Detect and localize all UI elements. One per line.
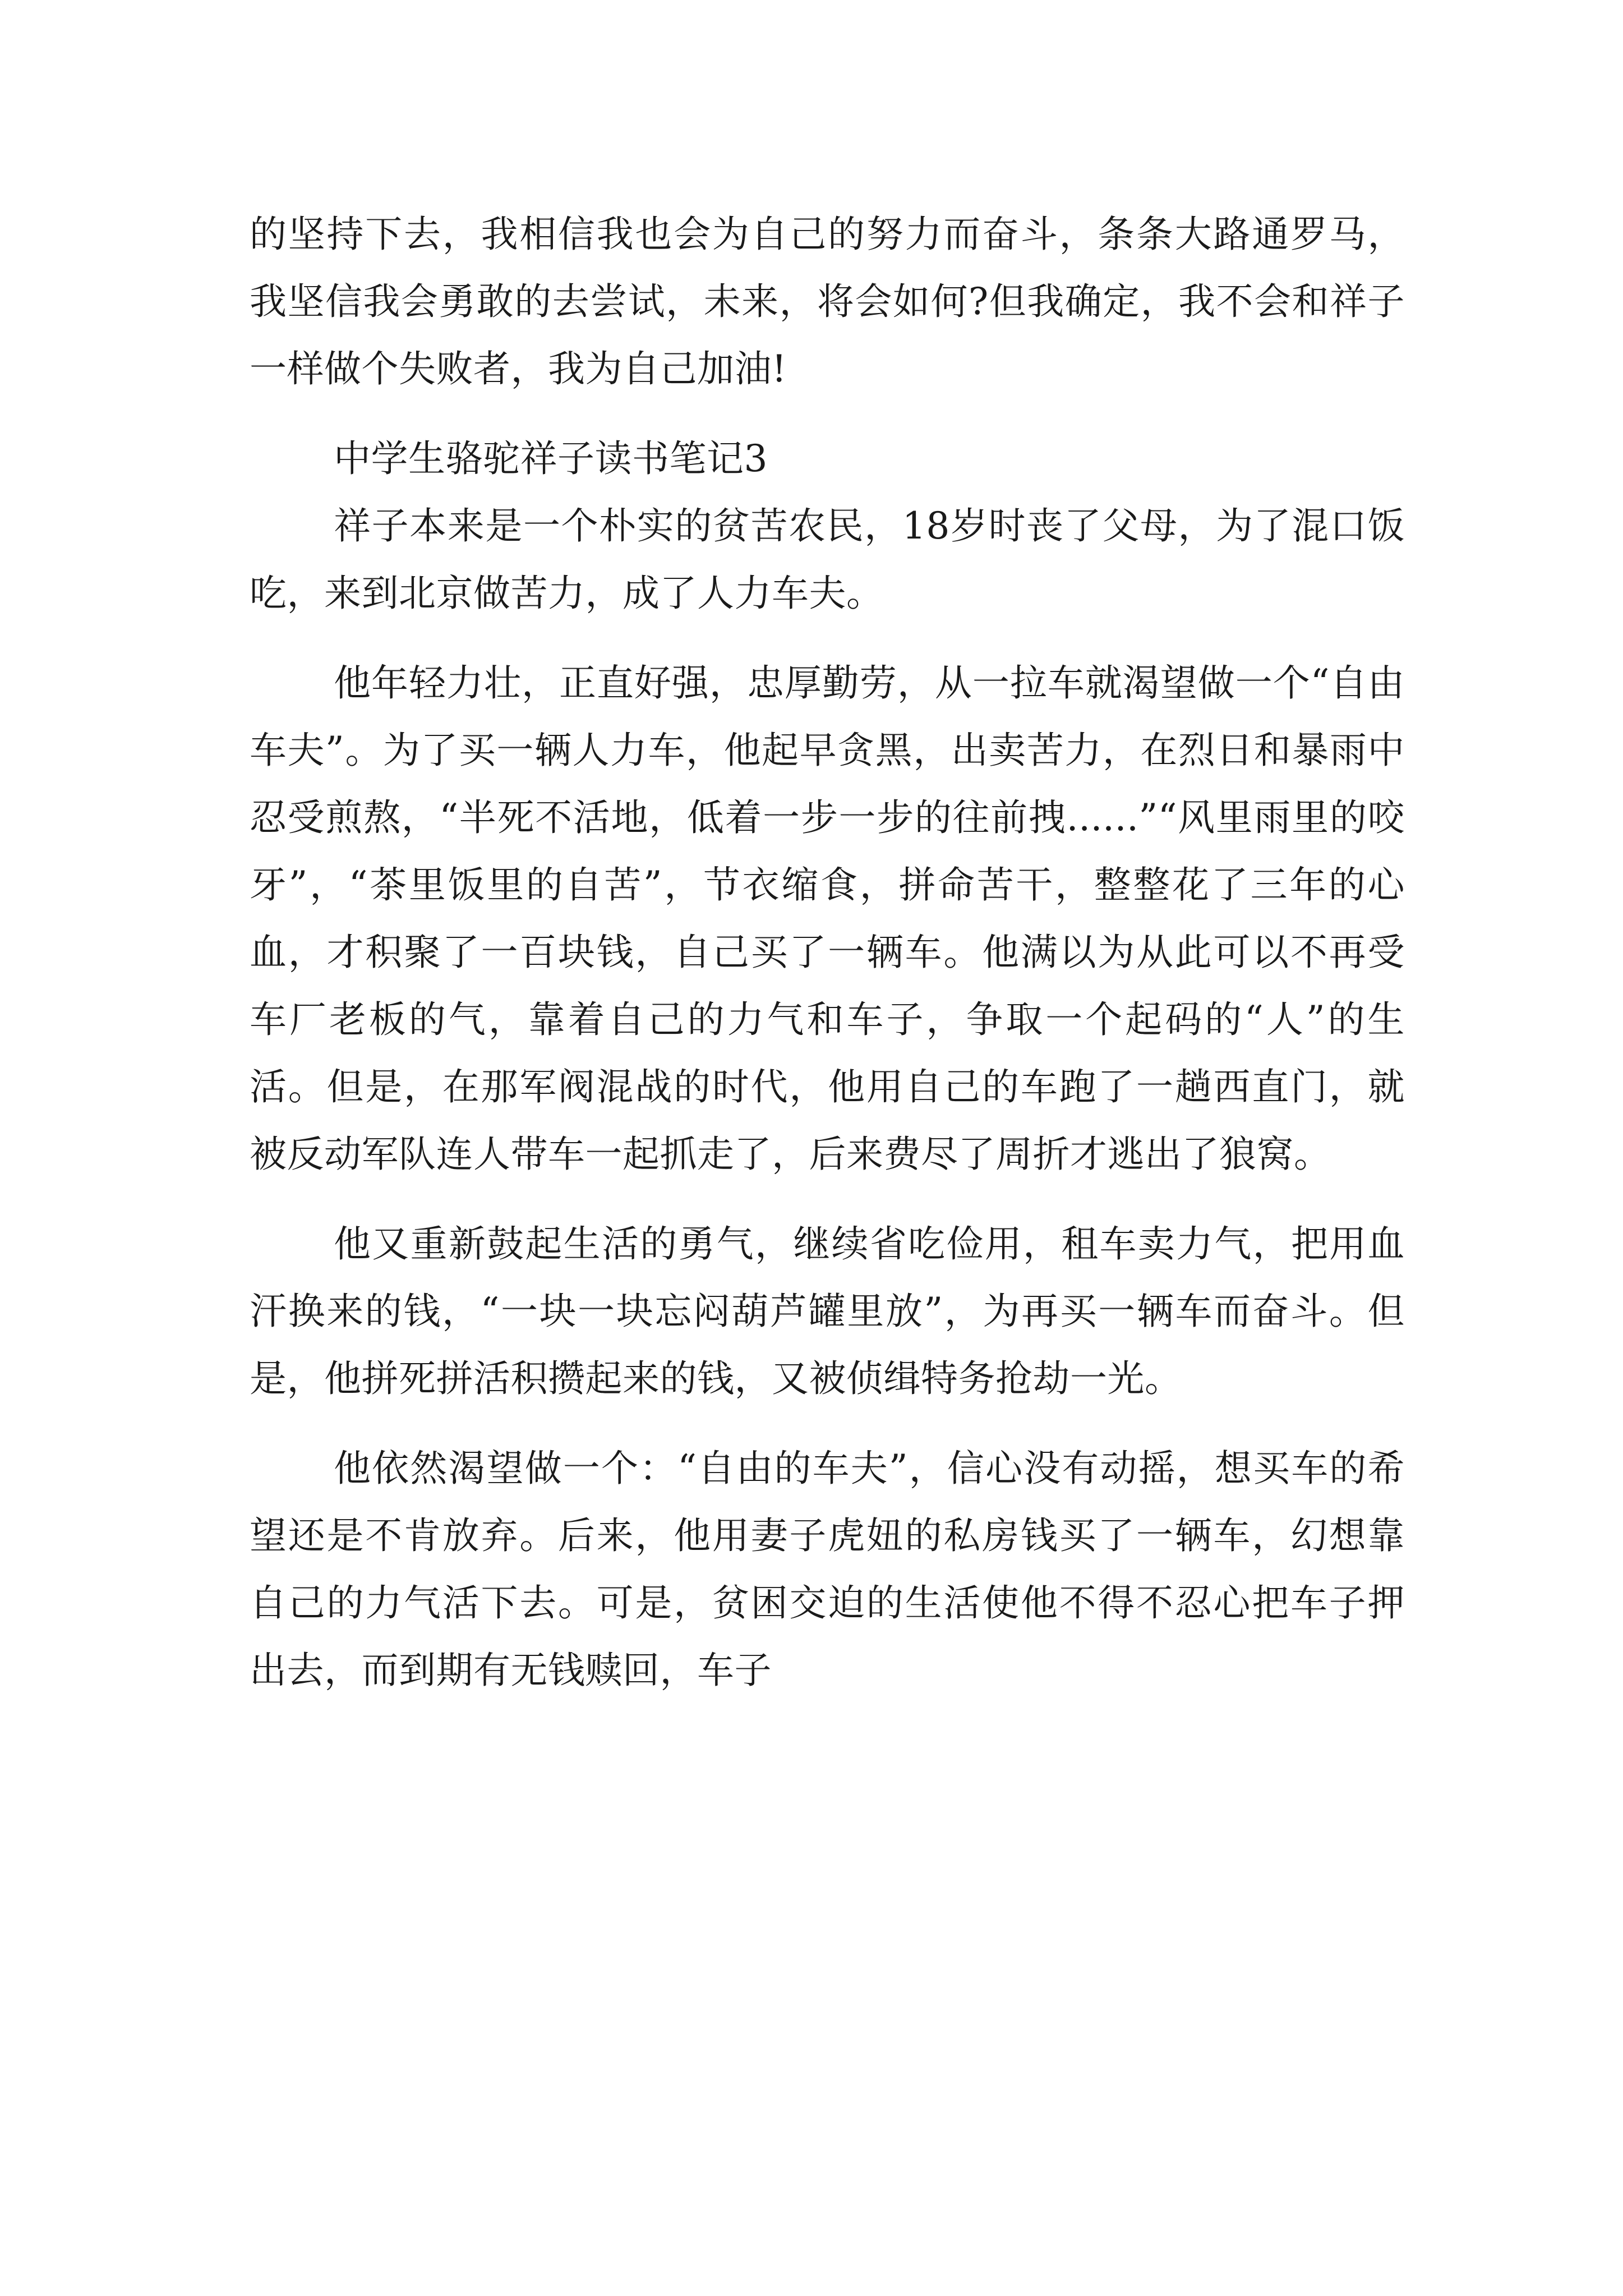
document-body — [250, 201, 1405, 1705]
paragraph-1: 祥子本来是一个朴实的贫苦农民，18岁时丧了父母，为了混口饭吃，来到北京做苦力，成了人力车夫。 — [250, 504, 1405, 615]
intro-paragraph: 的坚持下去，我相信我也会为自己的努力而奋斗，条条大路通罗马，我坚信我会勇敢的去尝试，未来，将会如何?但我确定，我不会和祥子一样做个失败者，我为自己加油! — [250, 213, 1405, 390]
paragraph-3: 他又重新鼓起生活的勇气，继续省吃俭用，租车卖力气，把用血汗换来的钱，“一块一块忘闷葫芦罐里放”，为再买一辆车而奋斗。但是，他拼死拼活积攒起来的钱，又被侦缉特务抢劫一光。 — [250, 1222, 1405, 1400]
paragraph-2: 他年轻力壮，正直好强，忠厚勤劳，从一拉车就渴望做一个“自由车夫”。为了买一辆人力车，他起早贪黑，出卖苦力，在烈日和暴雨中忍受煎熬，“半死不活地，低着一步一步的往前拽......”“风里雨里的咬牙”，“茶里饭里的自苦”，节衣缩食，拼命苦干，整整花了三年的心血，才积聚了一百块钱，自己买了一辆车。他满以为从此可以不再受车厂老板的气，靠着自己的力气和车子，争取一个起码的“人”的生活。但是，在那军阀混战的时代，他用自己的车跑了一趟西直门，就被反动军队连人带车一起抓走了，后来费尽了周折才逃出了狼窝。 — [250, 661, 1405, 1176]
paragraph-4: 他依然渴望做一个：“自由的车夫”，信心没有动摇，想买车的希望还是不肯放弃。后来，他用妻子虎妞的私房钱买了一辆车，幻想靠自己的力气活下去。可是，贫困交迫的生活使他不得不忍心把车子押出去，而到期有无钱赎回，车子 — [250, 1447, 1405, 1692]
section-title: 中学生骆驼祥子读书笔记3 — [334, 437, 768, 480]
